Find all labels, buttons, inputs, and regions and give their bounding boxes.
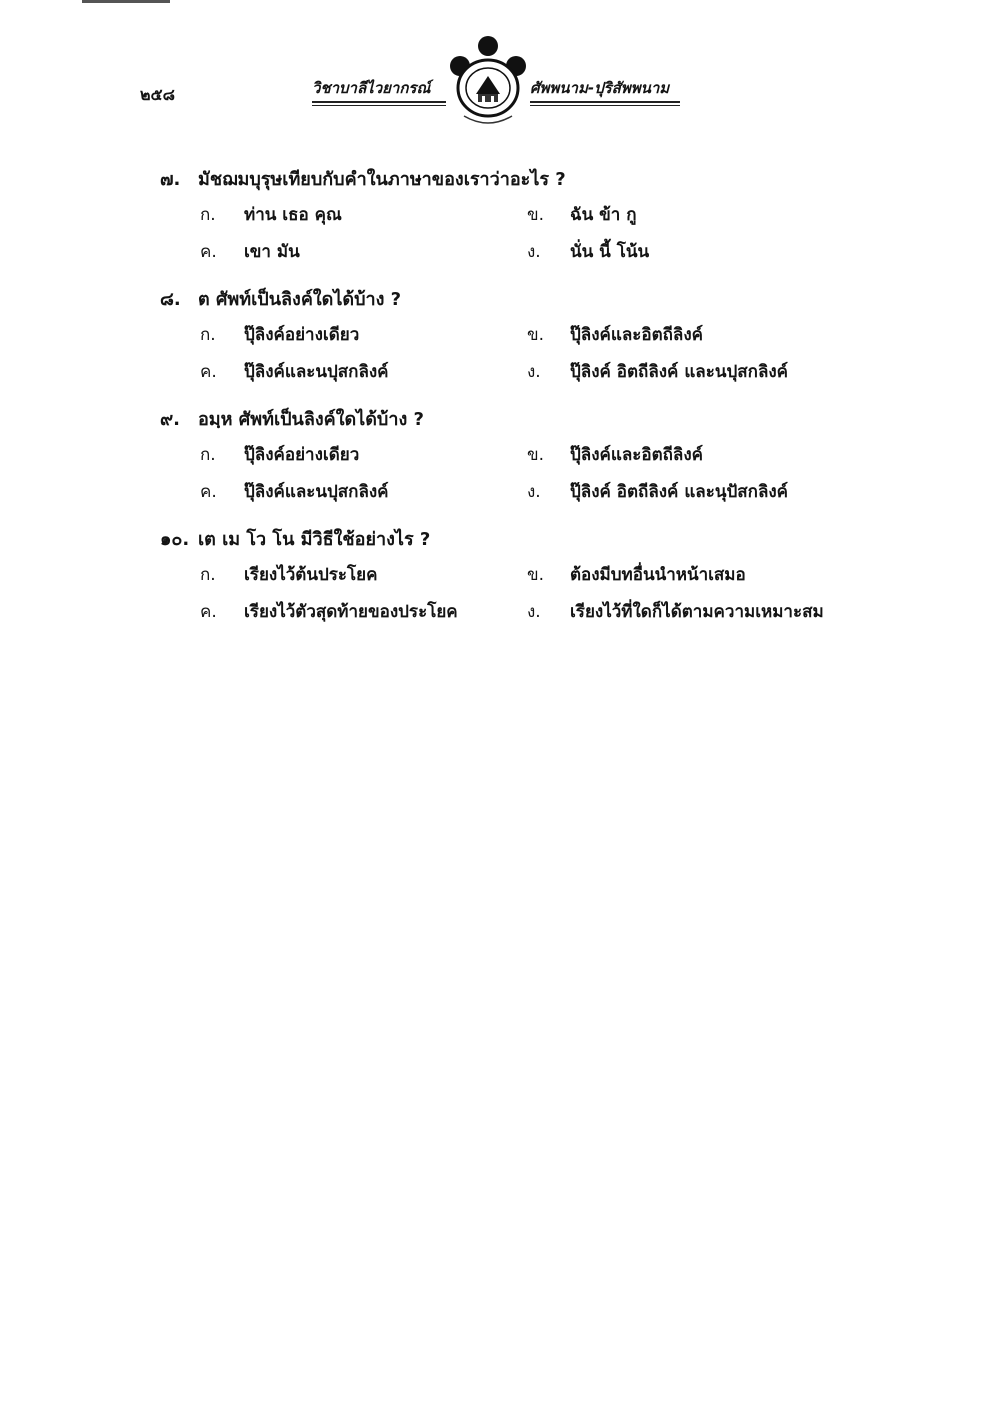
- question-text: มัชฌมบุรุษเทียบกับคำในภาษาของเราว่าอะไร ?: [198, 169, 566, 190]
- option-text: ปุ๊ลิงค์ อิตถีลิงค์ และนปุสกลิงค์: [570, 362, 789, 382]
- question-item: [0, 280, 1000, 391]
- option-text: นั่น นี้ โน้น: [570, 242, 650, 262]
- option-text: ปุ๊ลิงค์และอิตถีลิงค์: [570, 445, 704, 465]
- option-letter: ค.: [200, 362, 217, 382]
- option-text: ปุ๊ลิงค์อย่างเดียว: [244, 445, 360, 465]
- question-number: ๑๐.: [160, 529, 190, 550]
- option-letter: ง.: [527, 362, 541, 382]
- question-number: ๙.: [160, 409, 181, 430]
- option-letter: ข.: [527, 445, 545, 465]
- option-letter: ก.: [200, 325, 216, 345]
- question-text: เต เม โว โน มีวิธีใช้อย่างไร ?: [198, 529, 431, 550]
- header-right-rule-thin: [530, 105, 680, 106]
- option-text: เรียงไว้ที่ใดก็ได้ตามความเหมาะสม: [570, 602, 824, 622]
- page-header: [0, 40, 1000, 140]
- question-item: [0, 160, 1000, 271]
- option-letter: ค.: [200, 602, 217, 622]
- question-text: ต ศัพท์เป็นลิงค์ใดได้บ้าง ?: [198, 289, 402, 310]
- option-text: เรียงไว้ต้นประโยค: [244, 565, 378, 585]
- option-letter: ก.: [200, 565, 216, 585]
- option-letter: ข.: [527, 325, 545, 345]
- option-letter: ก.: [200, 205, 216, 225]
- option-text: ปุ๊ลิงค์ อิตถีลิงค์ และนุปัสกลิงค์: [570, 482, 789, 502]
- question-item: [0, 520, 1000, 631]
- question-number: ๗.: [160, 169, 181, 190]
- question-text: อมฺห ศัพท์เป็นลิงค์ใดได้บ้าง ?: [198, 409, 424, 430]
- header-left-rule: [312, 101, 446, 103]
- option-letter: ข.: [527, 565, 545, 585]
- page-number: ๒๕๘: [140, 85, 175, 104]
- header-right-title: ศัพพนาม-ปุริสัพพนาม: [530, 79, 670, 97]
- option-text: ฉัน ข้า กู: [570, 205, 637, 225]
- top-edge-rule: [82, 0, 170, 3]
- option-text: ปุ๊ลิงค์อย่างเดียว: [244, 325, 360, 345]
- option-text: ท่าน เธอ คุณ: [244, 205, 342, 225]
- option-text: ปุ๊ลิงค์และอิตถีลิงค์: [570, 325, 704, 345]
- option-letter: ก.: [200, 445, 216, 465]
- header-right-rule: [530, 101, 680, 103]
- option-text: เขา มัน: [244, 242, 300, 262]
- option-text: เรียงไว้ตัวสุดท้ายของประโยค: [244, 602, 458, 622]
- header-left-rule-thin: [312, 105, 446, 106]
- option-text: ปุ๊ลิงค์และนปุสกลิงค์: [244, 362, 389, 382]
- question-item: [0, 400, 1000, 511]
- option-text: ต้องมีบทอื่นนำหน้าเสมอ: [570, 565, 746, 585]
- question-number: ๘.: [160, 289, 181, 310]
- option-letter: ง.: [527, 482, 541, 502]
- monastery-seal-icon: [446, 32, 530, 132]
- option-letter: ข.: [527, 205, 545, 225]
- option-letter: ง.: [527, 242, 541, 262]
- header-left-title: วิชาบาลีไวยากรณ์: [312, 79, 431, 97]
- option-letter: ง.: [527, 602, 541, 622]
- option-letter: ค.: [200, 482, 217, 502]
- option-letter: ค.: [200, 242, 217, 262]
- option-text: ปุ๊ลิงค์และนปุสกลิงค์: [244, 482, 389, 502]
